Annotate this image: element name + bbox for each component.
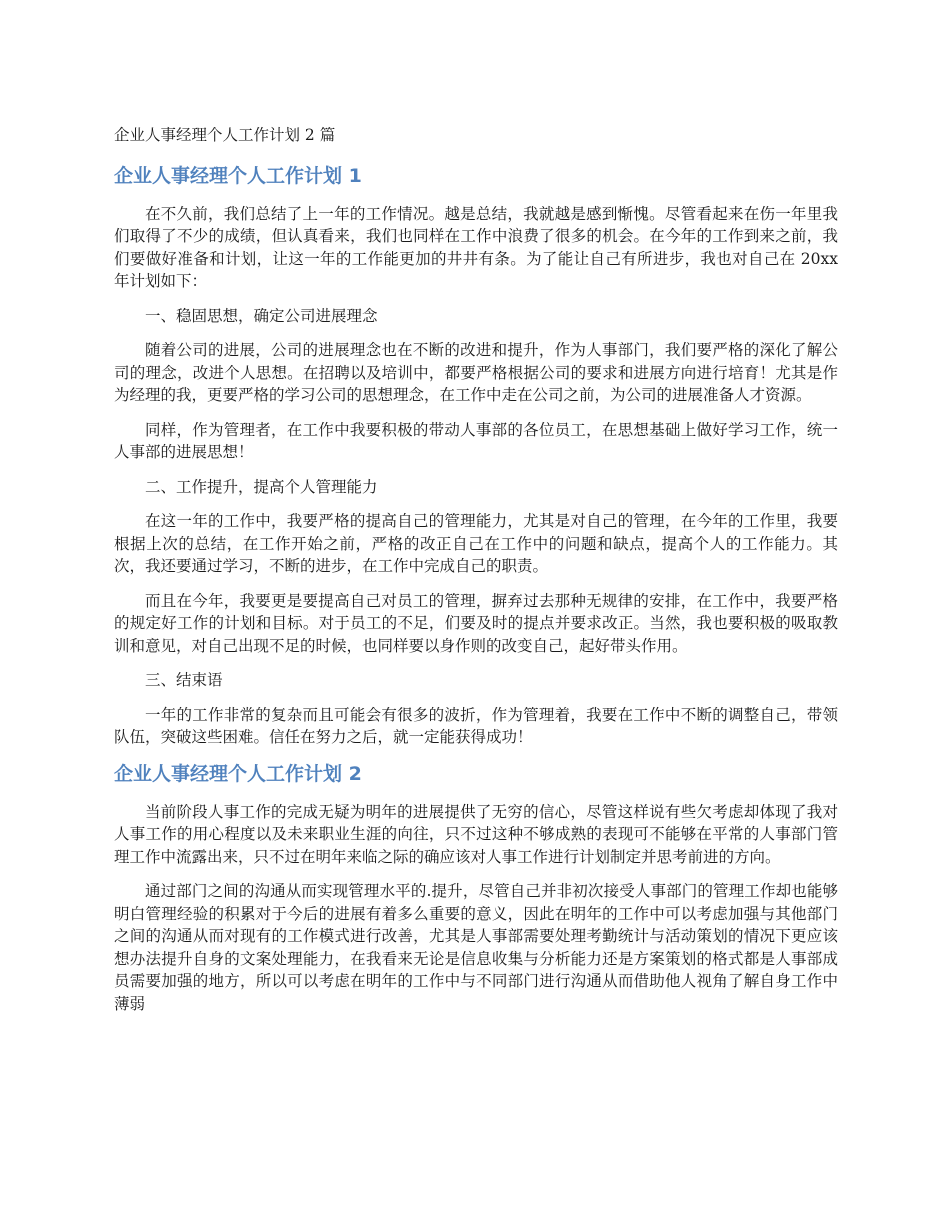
section-1-paragraph-3: 同样，作为管理者，在工作中我要积极的带动人事部的各位员工，在思想基础上做好学习工作，统一人事部的进展思想！	[114, 420, 838, 461]
section-1-paragraph-1: 在不久前，我们总结了上一年的工作情况。越是总结，我就越是感到惭愧。尽管看起来在伤一年里我们取得了不少的成绩，但认真看来，我们也同样在工作中浪费了很多的机会。在今年的工作到来之前，我们要做好准备和计划，让这一年的工作能更加的井井有条。为了能让自己有所进步，我也对自己在 20xx 年计划如下：	[114, 204, 838, 290]
section-1-paragraph-4: 在这一年的工作中，我要严格的提高自己的管理能力，尤其是对自己的管理，在今年的工作里，我要根据上次的总结，在工作开始之前，严格的改正自己在工作中的问题和缺点，提高个人的工作能力。其次，我还要通过学习，不断的进步，在工作中完成自己的职责。	[114, 512, 838, 575]
section-1-subheading-3: 三、结束语	[145, 671, 223, 689]
section-2-paragraph-1: 当前阶段人事工作的完成无疑为明年的进展提供了无穷的信心，尽管这样说有些欠考虑却体现了我对人事工作的用心程度以及未来职业生涯的向往，只不过这种不够成熟的表现可不能够在平常的人事部门管理工作中流露出来，只不过在明年来临之际的确应该对人事工作进行计划制定并思考前进的方向。	[114, 802, 838, 866]
section-1-subheading-2: 二、工作提升，提高个人管理能力	[145, 477, 378, 496]
section-1-subheading-1: 一、稳固思想，确定公司进展理念	[145, 306, 378, 325]
section-2-heading: 企业人事经理个人工作计划 2	[114, 762, 362, 785]
section-1-paragraph-6: 一年的工作非常的复杂而且可能会有很多的波折，作为管理着，我要在工作中不断的调整自己，带领队伍，突破这些困难。信任在努力之后，就一定能获得成功！	[114, 705, 838, 746]
section-2-paragraph-2: 通过部门之间的沟通从而实现管理水平的.提升，尽管自己并非初次接受人事部门的管理工作却也能够明白管理经验的积累对于今后的进展有着多么重要的意义，因此在明年的工作中可以考虑加强与其他部门之间的沟通从而对现有的工作模式进行改善，尤其是人事部需要处理考勤统计与活动策划的情况下更应该想办法提升自身的文案处理能力，在我看来无论是信息收集与分析能力还是方案策划的格式都是人事部成员需要加强的地方，所以可以考虑在明年的工作中与不同部门进行沟通从而借助他人视角了解自身工作中薄弱	[114, 882, 838, 1013]
section-1-paragraph-2: 随着公司的进展，公司的进展理念也在不断的改进和提升，作为人事部门，我们要严格的深化了解公司的理念，改进个人思想。在招聘以及培训中，都要严格根据公司的要求和进展方向进行培育！尤其是作为经理的我，更要严格的学习公司的思想理念，在工作中走在公司之前，为公司的进展准备人才资源。	[114, 341, 838, 404]
document-title: 企业人事经理个人工作计划 2 篇	[114, 126, 336, 144]
document-page	[114, 124, 838, 1027]
section-1-heading: 企业人事经理个人工作计划 1	[114, 164, 362, 187]
section-1-paragraph-5: 而且在今年，我要更是要提高自己对员工的管理，摒弃过去那种无规律的安排，在工作中，我要严格的规定好工作的计划和目标。对于员工的不足，们要及时的提点并要求改正。当然，我也要积极的吸取教训和意见，对自己出现不足的时候，也同样要以身作则的改变自己，起好带头作用。	[114, 591, 838, 655]
